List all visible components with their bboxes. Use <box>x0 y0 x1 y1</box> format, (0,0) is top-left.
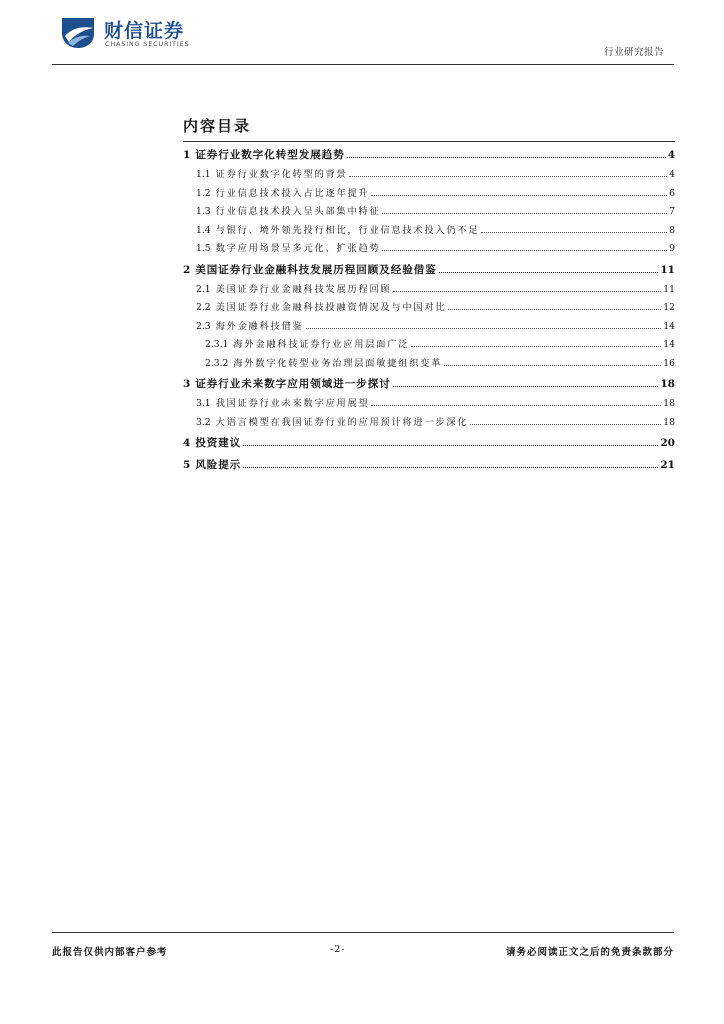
toc-entry-number: 1.4 <box>196 224 211 236</box>
footer-divider <box>52 932 674 933</box>
toc-entry-page-number: 7 <box>669 206 675 217</box>
toc-entry-link[interactable] <box>183 281 675 300</box>
toc-entry-number: 5 <box>183 459 191 471</box>
toc-entry-number: 1.2 <box>196 187 211 199</box>
toc-entry-number: 2.3.2 <box>205 357 229 369</box>
toc-entry-link[interactable] <box>183 299 675 318</box>
toc-entry-link[interactable] <box>183 454 675 476</box>
company-logo <box>60 14 250 54</box>
toc-entry-page-number: 9 <box>669 243 675 254</box>
toc-entry-number: 3 <box>183 378 191 390</box>
toc-entry-link[interactable] <box>183 144 675 166</box>
toc-entry-number: 3.2 <box>196 416 211 428</box>
toc-entry-link[interactable] <box>183 259 675 281</box>
toc-entry-heading <box>183 432 241 454</box>
toc-entry-page-number: 21 <box>660 459 675 471</box>
toc-entry-link[interactable] <box>183 414 675 433</box>
toc-dot-leader <box>243 445 658 446</box>
toc-entry-page-number: 20 <box>660 437 675 449</box>
toc-entry-page-number: 18 <box>663 398 675 409</box>
toc-title: 内容目录 <box>183 117 252 135</box>
toc-entry-link[interactable] <box>183 318 675 337</box>
toc-entry-title: 大语言模型在我国证券行业的应用预计将进一步深化 <box>215 416 469 428</box>
toc-entry-link[interactable] <box>183 355 675 374</box>
toc-entry-number: 4 <box>183 437 191 449</box>
toc-entry-heading <box>196 222 479 241</box>
page-header <box>52 14 674 66</box>
toc-entry-title: 投资建议 <box>195 437 242 449</box>
toc-title-divider <box>183 141 675 142</box>
logo-chinese-name: 财信证券 <box>104 20 185 42</box>
toc-entry-title: 美国证券行业金融科技投融资情况及与中国对比 <box>215 302 447 313</box>
toc-dot-leader <box>349 176 667 177</box>
report-type-label: 行业研究报告 <box>603 47 664 58</box>
toc-dot-leader <box>371 405 661 406</box>
table-of-contents <box>183 114 675 476</box>
toc-entry-heading <box>196 395 369 414</box>
toc-entry-page-number: 18 <box>660 378 675 390</box>
toc-entry-title: 海外金融科技证券行业应用层面广泛 <box>233 339 410 350</box>
toc-entry-number: 2.2 <box>196 302 211 313</box>
toc-entry-heading <box>196 281 391 300</box>
toc-entry-page-number: 11 <box>663 283 675 295</box>
toc-entry-heading <box>205 355 442 374</box>
toc-entry-heading <box>196 414 468 433</box>
toc-entry-title: 证券行业未来数字应用领域进一步探讨 <box>195 378 391 390</box>
toc-entry-number: 1 <box>183 149 191 161</box>
toc-entry-title: 行业信息技术投入占比逐年提升 <box>215 187 370 199</box>
toc-dot-leader <box>382 250 667 251</box>
toc-entry-heading <box>196 318 304 337</box>
toc-entry-list <box>183 144 675 476</box>
toc-entry-number: 2.3 <box>196 320 211 332</box>
toc-entry-page-number: 14 <box>663 339 675 350</box>
toc-entry-link[interactable] <box>183 166 675 185</box>
toc-entry-page-number: 11 <box>660 263 675 276</box>
toc-entry-number: 2.1 <box>196 283 211 295</box>
toc-entry-link[interactable] <box>183 432 675 454</box>
toc-entry-title: 行业信息技术投入呈头部集中特征 <box>215 206 381 217</box>
toc-dot-leader <box>371 195 667 196</box>
logo-english-name: CHASING SECURITIES <box>105 40 190 48</box>
toc-dot-leader <box>347 157 666 158</box>
toc-entry-heading <box>183 259 437 281</box>
toc-entry-page-number: 8 <box>669 224 675 236</box>
logo-emblem-icon <box>60 14 98 50</box>
toc-entry-page-number: 16 <box>663 357 675 369</box>
toc-entry-link[interactable] <box>183 185 675 204</box>
toc-dot-leader <box>393 386 659 387</box>
page-footer <box>52 930 674 960</box>
toc-entry-heading <box>183 373 391 395</box>
footer-disclaimer-left: 此报告仅供内部客户参考 <box>52 947 168 958</box>
toc-entry-title: 美国证券行业金融科技发展历程回顾 <box>215 283 392 295</box>
toc-entry-title: 海外金融科技借鉴 <box>215 320 304 332</box>
toc-entry-link[interactable] <box>183 373 675 395</box>
toc-entry-number: 2.3.1 <box>205 339 229 350</box>
footer-disclaimer-right: 请务必阅读正文之后的免责条款部分 <box>505 947 674 958</box>
toc-entry-title: 风险提示 <box>195 459 242 471</box>
toc-entry-title: 证券行业数字化转型的背景 <box>215 169 348 180</box>
toc-entry-heading <box>196 299 446 318</box>
toc-entry-number: 1.5 <box>196 243 211 254</box>
toc-entry-link[interactable] <box>183 240 675 259</box>
toc-entry-title: 证券行业数字化转型发展趋势 <box>195 149 345 161</box>
toc-entry-title: 我国证券行业未来数字应用展望 <box>215 398 370 409</box>
toc-entry-page-number: 4 <box>667 149 675 161</box>
toc-dot-leader <box>444 365 661 366</box>
toc-entry-number: 2 <box>183 263 191 276</box>
toc-entry-heading <box>183 144 345 166</box>
toc-entry-number: 1.3 <box>196 206 211 217</box>
toc-entry-page-number: 4 <box>669 169 675 180</box>
toc-dot-leader <box>393 291 661 292</box>
toc-entry-title: 与银行、境外领先投行相比，行业信息技术投入仍不足 <box>215 224 480 236</box>
toc-entry-heading <box>196 166 347 185</box>
toc-entry-page-number: 6 <box>669 187 675 199</box>
toc-entry-title: 数字应用场景呈多元化、扩张趋势 <box>215 243 381 254</box>
toc-entry-link[interactable] <box>183 395 675 414</box>
toc-entry-number: 1.1 <box>196 169 211 180</box>
toc-dot-leader <box>243 467 658 468</box>
toc-dot-leader <box>470 424 661 425</box>
toc-entry-heading <box>196 240 380 259</box>
toc-entry-page-number: 14 <box>663 320 675 332</box>
toc-entry-heading <box>196 185 369 204</box>
toc-entry-page-number: 12 <box>663 302 675 313</box>
toc-dot-leader <box>306 328 662 329</box>
toc-dot-leader <box>439 272 659 273</box>
header-divider <box>52 64 674 65</box>
toc-entry-title: 海外数字化转型业务治理层面敏捷组织变革 <box>233 357 443 369</box>
toc-entry-link[interactable] <box>183 203 675 222</box>
page-number: -2- <box>330 944 346 955</box>
toc-dot-leader <box>382 213 667 214</box>
toc-entry-title: 美国证券行业金融科技发展历程回顾及经验借鉴 <box>195 263 437 276</box>
toc-dot-leader <box>481 232 667 233</box>
toc-entry-number: 3.1 <box>196 398 211 409</box>
toc-dot-leader <box>411 346 661 347</box>
toc-entry-heading <box>183 454 241 476</box>
toc-dot-leader <box>448 309 661 310</box>
toc-entry-link[interactable] <box>183 222 675 241</box>
toc-entry-link[interactable] <box>183 336 675 355</box>
toc-entry-heading <box>205 336 409 355</box>
toc-entry-heading <box>196 203 380 222</box>
toc-entry-page-number: 18 <box>663 416 675 428</box>
